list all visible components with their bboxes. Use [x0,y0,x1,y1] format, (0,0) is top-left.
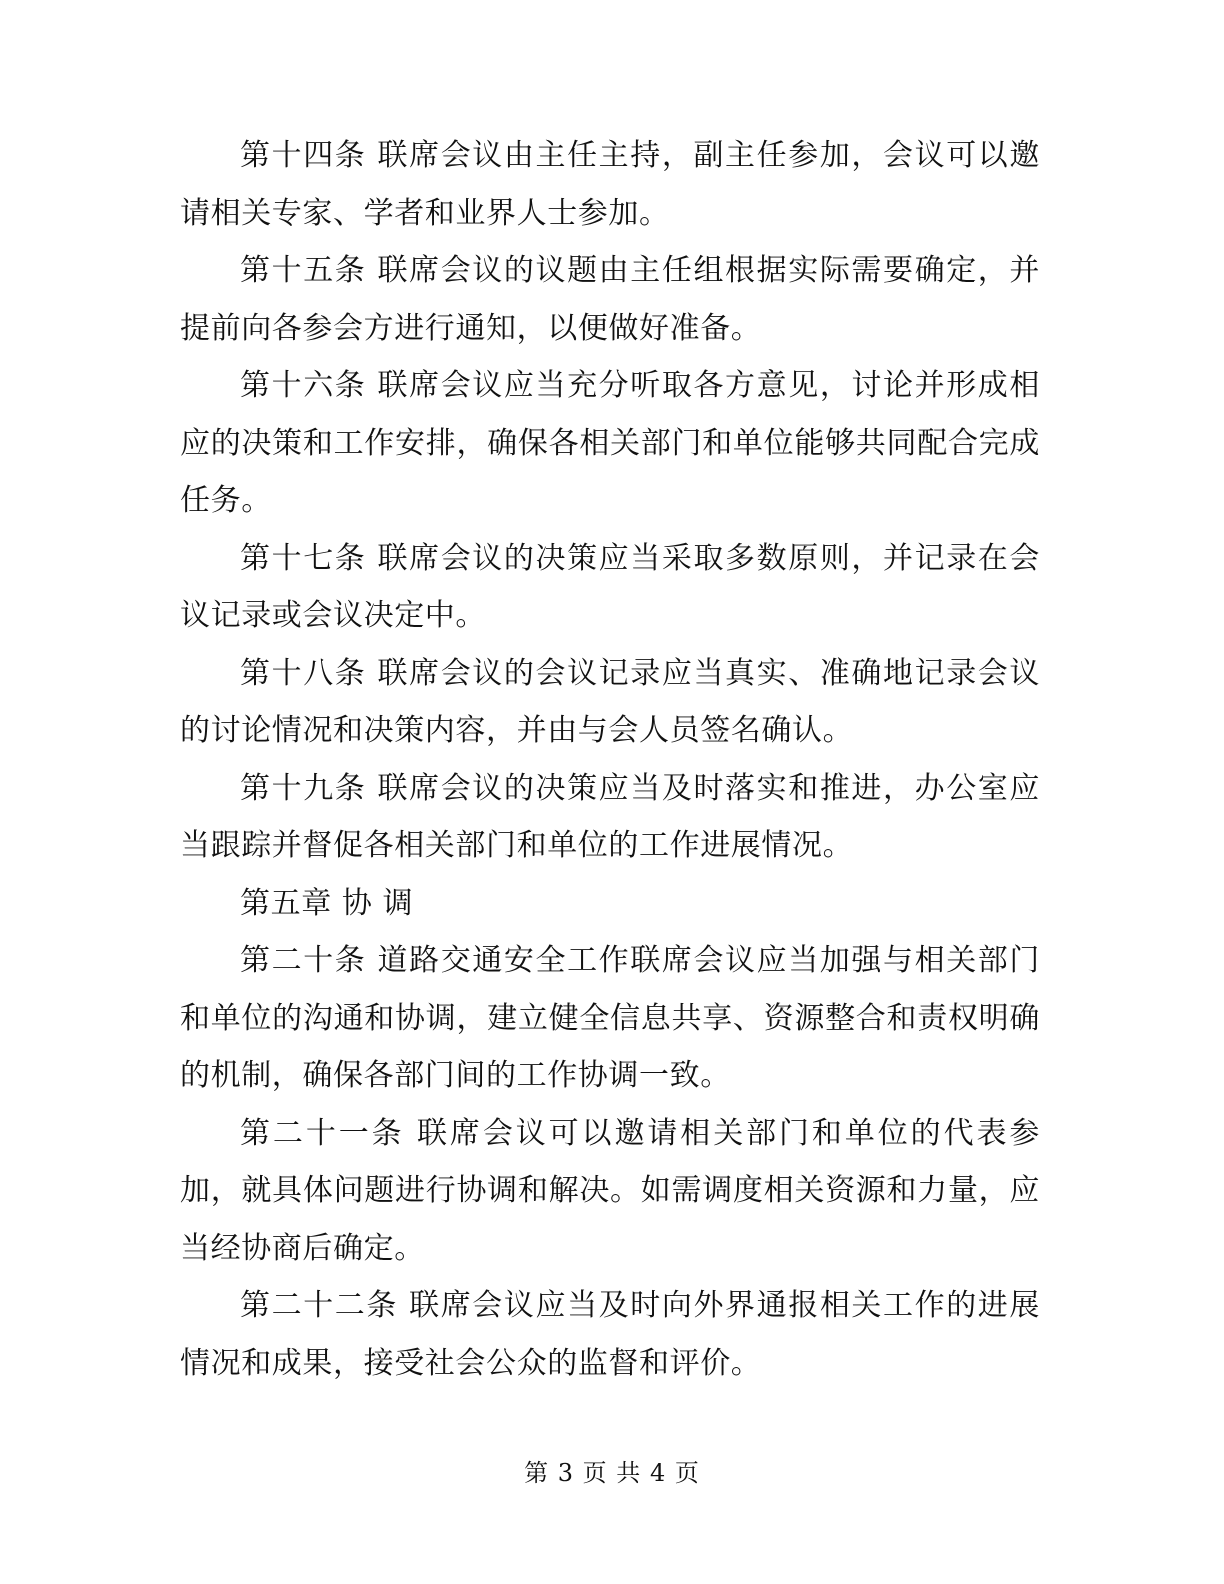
article-15: 第十五条 联席会议的议题由主任组根据实际需要确定，并提前向各参会方进行通知，以便做好准备。 [180,253,1040,346]
article-14: 第十四条 联席会议由主任主持，副主任参加，会议可以邀请相关专家、学者和业界人士参加。 [180,138,1040,231]
article-20: 第二十条 道路交通安全工作联席会议应当加强与相关部门和单位的沟通和协调，建立健全信息共享、资源整合和责权明确的机制，确保各部门间的工作协调一致。 [180,943,1040,1093]
article-17: 第十七条 联席会议的决策应当采取多数原则，并记录在会议记录或会议决定中。 [180,540,1040,633]
chapter-heading: 第五章 协 调 [240,885,414,921]
page-number-footer: 第 3 页 共 4 页 [524,1459,700,1487]
article-19: 第十九条 联席会议的决策应当及时落实和推进，办公室应当跟踪并督促各相关部门和单位的工作进展情况。 [180,770,1040,863]
article-21: 第二十一条 联席会议可以邀请相关部门和单位的代表参加，就具体问题进行协调和解决。如需调度相关资源和力量，应当经协商后确定。 [180,1115,1040,1266]
article-16: 第十六条 联席会议应当充分听取各方意见，讨论并形成相应的决策和工作安排，确保各相关部门和单位能够共同配合完成任务。 [180,368,1040,518]
article-18: 第十八条 联席会议的会议记录应当真实、准确地记录会议的讨论情况和决策内容，并由与会人员签名确认。 [180,655,1040,748]
document-body [180,127,1040,1392]
article-22: 第二十二条 联席会议应当及时向外界通报相关工作的进展情况和成果，接受社会公众的监督和评价。 [180,1288,1040,1381]
